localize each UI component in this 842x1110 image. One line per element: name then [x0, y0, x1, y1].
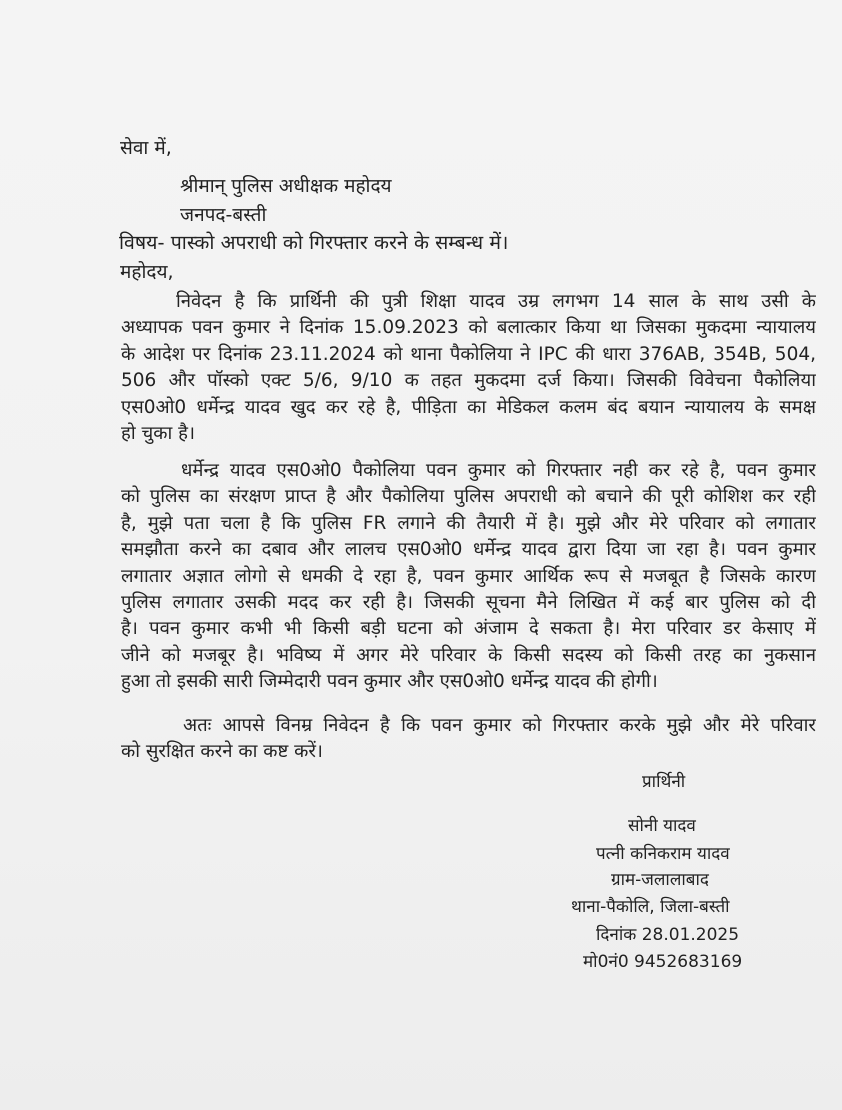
paragraph-2-line: लगातार अज्ञात लोगो से धमकी दे रहा है, पवन कुमार आर्थिक रूप से मजबूत है जिसके कारण [121, 565, 816, 587]
paragraph-2-line: समझौता करने का दबाव और लालच एस0ओ0 धर्मेन्द्र यादव द्वारा दिया जा रहा है। पवन कुमार [121, 539, 816, 561]
paragraph-2-line: पुलिस लगातार उसकी मदद कर रही है। जिसकी सूचना मैने लिखित में कई बार पुलिस को दी [121, 591, 816, 613]
signatory-police-station: थाना-पैकोलि, जिला-बस्ती [571, 897, 730, 917]
paragraph-1-line: एस0ओ0 धर्मेन्द्र यादव खुद कर रहे है, पीड़िता का मेडिकल कलम बंद बयान न्यायालय के समक्ष [121, 396, 816, 418]
signatory-husband: पत्नी कनिकराम यादव [596, 844, 730, 864]
paragraph-1-line: निवेदन है कि प्रार्थिनी की पुत्री शिक्षा यादव उम्र लगभग 14 साल के साथ उसी के [176, 291, 816, 312]
addressee: श्रीमान् पुलिस अधीक्षक महोदय [180, 175, 392, 197]
paragraph-3-line: को सुरक्षित करने का कष्ट करें। [121, 741, 323, 763]
paragraph-3 [121, 713, 816, 766]
signatory-name: सोनी यादव [628, 816, 696, 836]
letter-date: दिनांक 28.01.2025 [596, 925, 740, 945]
paragraph-1-line: हो चुका है। [121, 422, 195, 444]
paragraph-2-line: को पुलिस का संरक्षण प्राप्त है और पैकोलिया पुलिस अपराधी को बचाने की पूरी कोशिश कर रही [121, 486, 816, 508]
salutation: सेवा में, [120, 137, 172, 159]
paragraph-2-line: है, मुझे पता चला है कि पुलिस FR लगाने की तैयारी में है। मुझे और मेरे परिवार को लगातार [121, 512, 816, 534]
closing: प्रार्थिनी [642, 772, 686, 792]
signatory-village: ग्राम-जलालाबाद [611, 870, 709, 890]
paragraph-1-line: के आदेश पर दिनांक 23.11.2024 को थाना पैकोलिया ने IPC की धारा 376AB, 354B, 504, [121, 343, 816, 365]
paragraph-2-line: धर्मेन्द्र यादव एस0ओ0 पैकोलिया पवन कुमार को गिरफ्तार नही कर रहे है, पवन कुमार [181, 460, 816, 481]
subject-line: विषय- पास्को अपराधी को गिरफ्तार करने के सम्बन्ध में। [119, 231, 509, 254]
paragraph-3-line: अतः आपसे विनम्र निवेदन है कि पवन कुमार को गिरफ्तार करके मुझे और मेरे परिवार [183, 715, 816, 736]
paragraph-2 [121, 458, 816, 696]
paragraph-2-line: जीने को मजबूर है। भविष्य में अगर मेरे परिवार के किसी सदस्य को किसी तरह का नुकसान [121, 644, 816, 666]
paragraph-2-line: हुआ तो इसकी सारी जिम्मेदारी पवन कुमार और एस0ओ0 धर्मेन्द्र यादव की होगी। [121, 671, 658, 693]
district: जनपद-बस्ती [180, 204, 267, 226]
paragraph-1 [121, 289, 816, 447]
paragraph-1-line: अध्यापक पवन कुमार ने दिनांक 15.09.2023 को बलात्कार किया था जिसका मुकदमा न्यायालय [121, 317, 816, 339]
paragraph-1-line: 506 और पॉस्को एक्ट 5/6, 9/10 क तहत मुकदमा दर्ज किया। जिसकी विवेचना पैकोलिया [121, 370, 816, 392]
greeting: महोदय, [120, 261, 174, 283]
mobile-number: मो0नं0 9452683169 [583, 952, 743, 972]
paragraph-2-line: है। पवन कुमार कभी भी किसी बड़ी घटना को अंजाम दे सकता है। मेरा परिवार डर केसाए में [121, 618, 816, 640]
